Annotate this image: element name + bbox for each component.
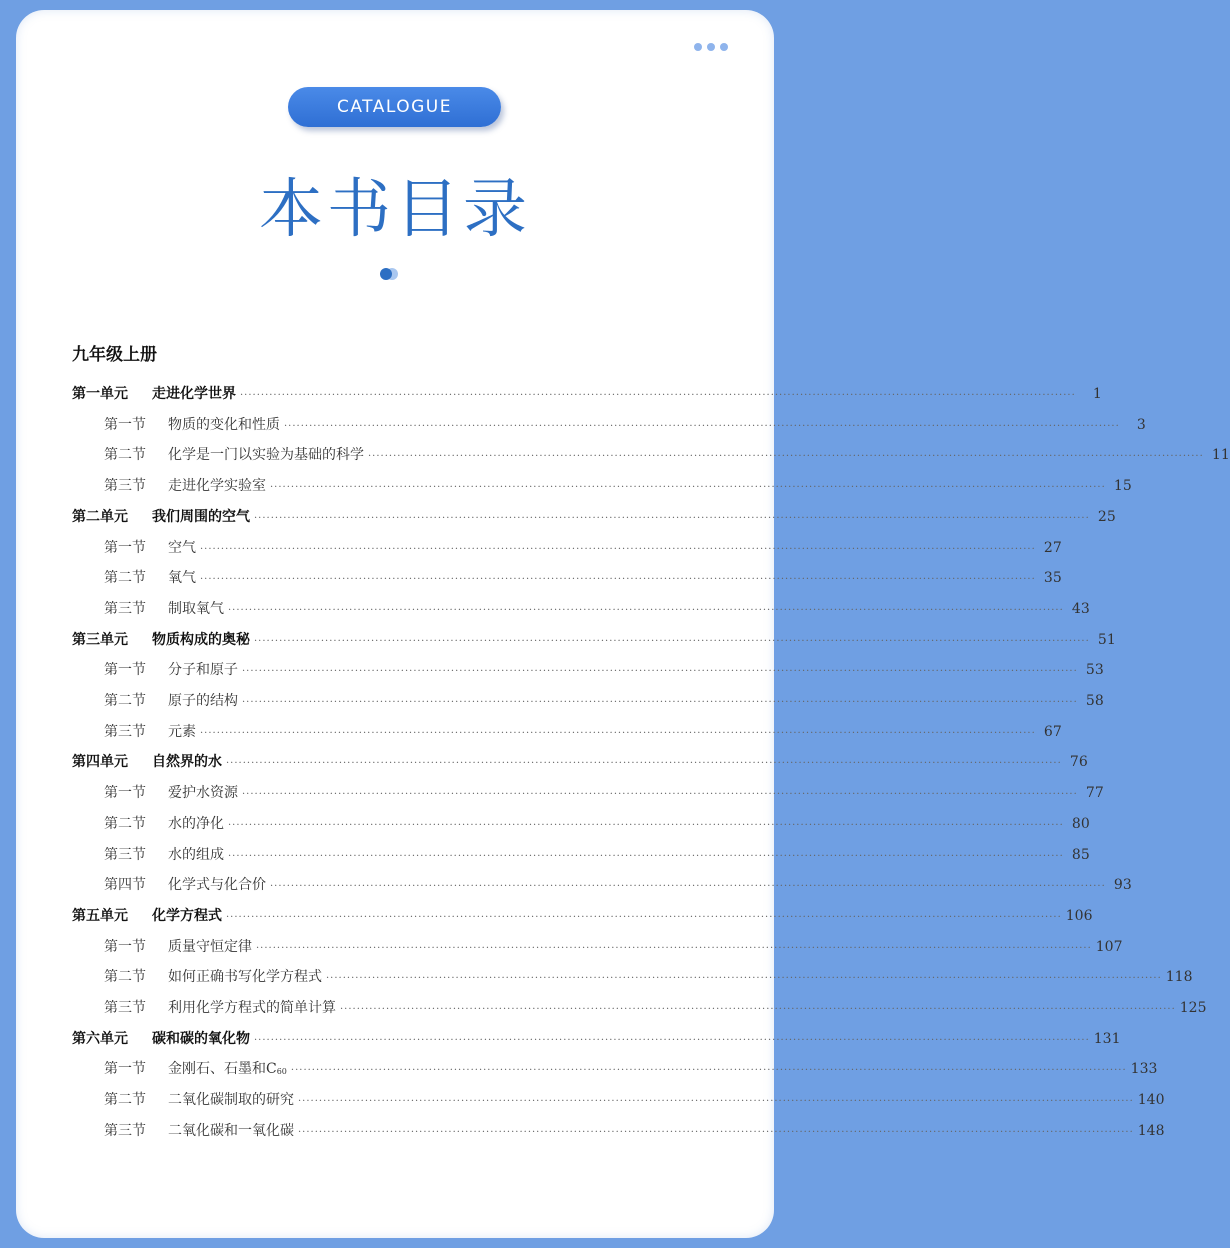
toc-entry-title: 化学式与化合价	[168, 877, 266, 894]
dot-leader: ········································································································································································································	[228, 850, 1064, 862]
toc-entry-title: 水的组成	[168, 846, 224, 863]
toc-entry-title: 物质的变化和性质	[168, 416, 280, 433]
dot-leader: ········································································································································································································	[290, 1065, 1127, 1077]
toc-page-number: 140	[1137, 1092, 1165, 1109]
page-title: 本书目录	[259, 173, 531, 247]
toc-unit-row[interactable]	[72, 905, 1093, 927]
toc-section-row[interactable]	[104, 721, 1062, 743]
toc-entry-title: 走进化学实验室	[168, 478, 266, 495]
toc-entry-label: 第一节	[104, 539, 146, 556]
toc-entry-title: 二氧化碳和一氧化碳	[168, 1122, 294, 1139]
toc-entry-label: 第二节	[104, 570, 146, 587]
dot-leader: ········································································································································································································	[200, 727, 1036, 739]
toc-section-row[interactable]	[104, 997, 1207, 1019]
toc-entry-title: 我们周围的空气	[152, 508, 250, 525]
toc-entry-title: 二氧化碳制取的研究	[168, 1092, 294, 1109]
toc-section-row[interactable]	[104, 659, 1104, 681]
toc-section-row[interactable]	[104, 444, 1230, 466]
toc-section-row[interactable]	[104, 1058, 1158, 1080]
toc-entry-label: 第一节	[104, 1061, 146, 1078]
toc-entry-label: 第一节	[104, 662, 146, 679]
toc-page-number: 107	[1095, 938, 1123, 955]
toc-entry-label: 第三节	[104, 723, 146, 740]
toc-entry-title: 走进化学世界	[152, 386, 236, 402]
toc-entry-title: 金刚石、石墨和$C_{60}$	[168, 1061, 287, 1078]
toc-section-row[interactable]	[104, 936, 1123, 958]
toc-section-row[interactable]	[104, 414, 1146, 436]
toc-section-row[interactable]	[104, 690, 1104, 712]
toc-entry-title: 如何正确书写化学方程式	[168, 969, 322, 986]
toc-page-number: 53	[1085, 662, 1104, 679]
toc-section-row[interactable]	[104, 567, 1062, 589]
toc-entry-title: 化学是一门以实验为基础的科学	[168, 447, 364, 464]
toc-entry-label: 第三节	[104, 846, 146, 863]
toc-unit-row[interactable]	[72, 751, 1088, 773]
dot-leader: ········································································································································································································	[284, 420, 1120, 432]
toc-page-number: 3	[1136, 416, 1146, 433]
toc-section-row[interactable]	[104, 1120, 1165, 1142]
toc-entry-label: 第五单元	[72, 907, 128, 924]
dot-leader: ········································································································································································································	[200, 574, 1036, 586]
toc-entry-title: 制取氧气	[168, 600, 224, 617]
dot-leader: ········································································································································································································	[270, 881, 1106, 893]
toc-page-number: 67	[1043, 723, 1062, 740]
toc-entry-label: 第二节	[104, 969, 146, 986]
toc-page-number: 35	[1043, 570, 1062, 587]
toc-entry-label: 第一节	[104, 785, 146, 802]
dot-leader: ········································································································································································································	[326, 973, 1162, 985]
dot-leader: ········································································································································································································	[254, 635, 1090, 647]
toc-page-number: 131	[1093, 1030, 1121, 1047]
dot-leader: ········································································································································································································	[368, 451, 1204, 463]
toc-entry-title: 分子和原子	[168, 662, 238, 679]
toc-entry-label: 第四单元	[72, 754, 128, 771]
dot-leader: ········································································································································································································	[340, 1004, 1176, 1015]
toc-entry-label: 第四节	[104, 877, 146, 894]
dot-leader: ········································································································································································································	[298, 1126, 1134, 1138]
toc-page-number: 93	[1113, 877, 1132, 894]
dot-leader: ········································································································································································································	[270, 482, 1106, 494]
toc-entry-label: 第三节	[104, 1000, 146, 1016]
toc-page-number: 15	[1113, 478, 1132, 495]
toc-section-row[interactable]	[104, 598, 1090, 620]
toc-entry-label: 第三单元	[72, 631, 128, 648]
toc-entry-title: 物质构成的奥秘	[152, 631, 250, 648]
toc-entry-title: 氧气	[168, 570, 196, 587]
grade-heading: 九年级上册	[72, 345, 157, 365]
dot-leader: ········································································································································································································	[240, 390, 1076, 401]
toc-page-number: 133	[1130, 1061, 1158, 1078]
toc-page-number: 51	[1097, 631, 1116, 648]
toc-page-number: 25	[1097, 508, 1116, 525]
toc-section-row[interactable]	[104, 1089, 1165, 1111]
toc-entry-title: 质量守恒定律	[168, 938, 252, 955]
toc-unit-row[interactable]	[72, 506, 1116, 528]
toc-entry-title: 自然界的水	[152, 754, 222, 771]
dot-leader: ········································································································································································································	[242, 789, 1078, 801]
dot-leader: ········································································································································································································	[226, 911, 1062, 923]
toc-section-row[interactable]	[104, 813, 1090, 835]
toc-page-number: 85	[1071, 846, 1090, 863]
toc-unit-row[interactable]	[72, 1028, 1121, 1050]
toc-entry-label: 第一节	[104, 938, 146, 955]
catalogue-badge: CATALOGUE	[288, 87, 501, 127]
toc-entry-label: 第一单元	[72, 386, 128, 402]
toc-page-number: 58	[1085, 693, 1104, 709]
dot-leader: ········································································································································································································	[228, 604, 1064, 616]
toc-entry-title: 水的净化	[168, 815, 224, 832]
toc-section-row[interactable]	[104, 844, 1090, 866]
toc-section-row[interactable]	[104, 475, 1132, 497]
toc-page-number: 1	[1092, 386, 1102, 402]
toc-page-number: 118	[1165, 969, 1193, 986]
dot-leader: ········································································································································································································	[254, 512, 1090, 524]
toc-entry-title: 空气	[168, 539, 196, 556]
toc-page-number: 125	[1179, 1000, 1207, 1016]
toc-entry-title: 元素	[168, 723, 196, 740]
dot-leader: ········································································································································································································	[242, 697, 1078, 708]
toc-entry-label: 第二单元	[72, 508, 128, 525]
toc-entry-title: 碳和碳的氧化物	[152, 1030, 250, 1047]
toc-entry-title: 利用化学方程式的简单计算	[168, 1000, 336, 1016]
toc-entry-label: 第二节	[104, 693, 146, 709]
toc-entry-label: 第六单元	[72, 1030, 128, 1047]
toc-entry-label: 第二节	[104, 447, 146, 464]
toc-entry-label: 第三节	[104, 1122, 146, 1139]
toc-entry-label: 第三节	[104, 600, 146, 617]
dot-leader: ········································································································································································································	[298, 1096, 1134, 1108]
toc-page-number: 27	[1043, 539, 1062, 556]
toc-section-row[interactable]	[104, 874, 1132, 896]
toc-page-number: 148	[1137, 1122, 1165, 1139]
toc-entry-title: 原子的结构	[168, 693, 238, 709]
decorative-dots-icon	[380, 268, 402, 280]
dot-leader: ········································································································································································································	[226, 758, 1062, 770]
content-card	[16, 10, 1230, 1238]
toc-entry-label: 第二节	[104, 815, 146, 832]
toc-page-number: 43	[1071, 600, 1090, 617]
toc-entry-title: 化学方程式	[152, 907, 222, 924]
dot-leader: ········································································································································································································	[256, 942, 1092, 954]
toc-page-number: 80	[1071, 815, 1090, 832]
toc-page-number: 76	[1069, 754, 1088, 771]
toc-entry-label: 第三节	[104, 478, 146, 495]
toc-entry-title-subscript: 60	[276, 1067, 287, 1077]
toc-page-number: 77	[1085, 785, 1104, 802]
toc-entry-title: 爱护水资源	[168, 785, 238, 802]
toc-entry-label: 第二节	[104, 1092, 146, 1109]
toc-section-row[interactable]	[104, 966, 1193, 988]
toc-unit-row[interactable]	[72, 629, 1116, 651]
toc-entry-label: 第一节	[104, 416, 146, 433]
toc-unit-row[interactable]	[72, 383, 1102, 405]
more-dots-icon	[694, 43, 728, 51]
toc-page-number: 106	[1065, 907, 1093, 924]
dot-leader: ········································································································································································································	[228, 819, 1064, 831]
dot-leader: ········································································································································································································	[254, 1034, 1090, 1046]
dot-leader: ········································································································································································································	[242, 666, 1078, 678]
toc-page-number: 11	[1211, 447, 1230, 464]
toc-section-row[interactable]	[104, 782, 1104, 804]
dot-leader: ········································································································································································································	[200, 543, 1036, 555]
toc-section-row[interactable]	[104, 537, 1062, 559]
